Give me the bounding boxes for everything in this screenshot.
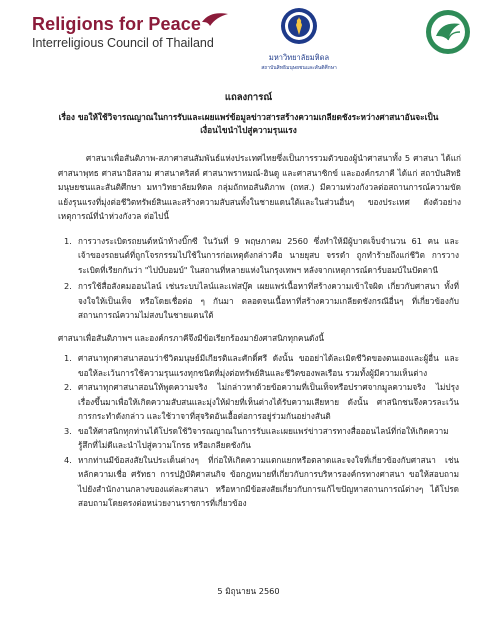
item-text: หากท่านมีข้อสงสัยในประเด็นต่างๆ ที่ก่อให้เกิดความแตกแยกหรือตลาดและจงใจที่เกี่ยวข้องกับศาสนา เช่น หลักความเชื่อ ศรัทธา การปฏิบัติศาสนกิจ ข้อกฎหมายที่เกี่ยวกับการบริหารองค์กรทางศาสนา ขอให้สอบถามไปยังสำนักงานกลางของแต่ละศาสนา หรือหากมีข้อสงสัยเกี่ยวกับการแก้ไขปัญหาสถานการณ์ต่างๆ ได้โปรดสอบถามโดยตรงต่อหน่วยงานราชการที่เกี่ยวข้อง xyxy=(78,454,459,508)
subject-line: เรื่อง ขอให้ใช้วิจารณญาณในการรับและเผยแพร่ข้อมูลข่าวสารสร้างความเกลียดชังระหว่างศาสนาอันจะเป็น xyxy=(58,112,439,122)
item-number: 4. xyxy=(64,454,72,465)
rfp-title: Religions for Peace xyxy=(32,14,201,34)
letterhead xyxy=(0,0,497,86)
statement-body xyxy=(0,86,497,511)
mahidol-seal-icon xyxy=(279,6,319,46)
item-number: 2. xyxy=(64,382,72,392)
item-number: 2. xyxy=(64,281,72,291)
mahidol-name: มหาวิทยาลัยมหิดล xyxy=(268,53,330,62)
request-item xyxy=(64,424,459,453)
request-list xyxy=(64,351,459,511)
item-number: 1. xyxy=(64,235,72,246)
peace-institute-emblem-icon xyxy=(424,8,472,56)
item-text: ขอให้ศาสนิกทุกท่านได้โปรดใช้วิจารณญาณในการรับและเผยแพร่ข่าวสารทางสื่อออนไลน์ที่ก่อให้เกิดความรู้สึกที่ไม่ดีและนำไปสู่ความโกรธ หรือเกลียดชังกัน xyxy=(78,425,449,450)
intro-paragraph: ศาสนาเพื่อสันติภาพ-สภาศาสนสัมพันธ์แห่งประเทศไทยซึ่งเป็นการรวมตัวของผู้นำศาสนาทั้ง 5 ศาสนา ได้แก่ ศาสนาพุทธ ศาสนาอิสลาม ศาสนาคริสต์ ศาสนาพราหมณ์-ฮินดู และศาสนาซิกข์ และองค์กรภาคี ได้แก่ สถาบันสิทธิมนุษยชนและสันติศึกษา มหาวิทยาลัยมหิดล กลุ่มถักทอสันติภาพ (ถทส.) มีความห่วงกังวลต่อสถานการณ์ความขัดแย้งรุนแรงที่มุ่งต่อชีวิตทรัพย์สินและสร้างความสับสนทั้งในชายแดนใต้และในส่วนอื่นๆ ของประเทศ ดังตัวอย่างเหตุการณ์ที่นำห่วงกังวล ต่อไปนี้ xyxy=(58,153,461,221)
request-item xyxy=(64,380,459,424)
incident-item xyxy=(64,279,459,323)
mahidol-subtitle: สถาบันสิทธิมนุษยชนและสันติศึกษา xyxy=(261,65,337,71)
request-item xyxy=(64,351,459,380)
incident-list xyxy=(64,234,459,323)
statement-subject xyxy=(0,111,497,137)
statement-title: แถลงการณ์ xyxy=(224,92,273,103)
religions-for-peace-logo xyxy=(32,14,214,50)
item-text: การวางระเบิดรถยนต์หน้าห้างบิ๊กซี ในวันที่ 9 พฤษภาคม 2560 ซึ่งทำให้มีผู้บาดเจ็บจำนวน 61 คน และเจ้าของรถยนต์ที่ถูกโจรกรรมไปใช้ในการก่อเหตุดังกล่าวคือ นายยุสบ จรรดำ ถูกทำร้ายถึงแก่ชีวิต การวางระเบิดที่เรียกกันว่า "ไปป์บอมบ์" ในสถานที่หลายแห่งในกรุงเทพฯ หลังจากเหตุการณ์ดาร์บอมบ์ในปัตตานี xyxy=(78,235,459,275)
item-text: การใช้สื่อสังคมออนไลน์ เช่นระบบไลน์และเฟสบุ๊ค เผยแพร่เนื้อหาที่สร้างความเข้าใจผิด เกี่ยวกับศาสนา ทั้งที่จงใจให้เป็นเท็จ หรือโดยเชื่อต่อ ๆ กันมา ตลอดจนเนื้อหาที่สร้างความเกลียดชังกรณีอื่นๆ ที่เกี่ยวข้องกับสถานการณ์ความไม่สงบในชายแดนใต้ xyxy=(78,281,459,320)
item-number: 1. xyxy=(64,353,72,363)
item-text: ศาสนาทุกศาสนาสอนว่าชีวิตมนุษย์มีเกียรติและศักดิ์ศรี ดังนั้น ขออย่าได้ละเมิดชีวิตของตนเองและผู้อื่น และขอให้ละเว้นการใช้ความรุนแรงทุกชนิดที่มุ่งต่อทรัพย์สินและชีวิตของพลเรือน รวมทั้งผู้มีความเห็นต่าง xyxy=(78,353,459,378)
incident-item xyxy=(64,234,459,278)
request-item xyxy=(64,453,459,511)
mahidol-logo xyxy=(258,6,340,72)
item-number: 3. xyxy=(64,425,72,436)
subject-line: เงื่อนไขนำไปสู่ความรุนแรง xyxy=(200,125,297,135)
call-paragraph: ศาสนาเพื่อสันติภาพฯ และองค์กรภาคีจึงมีข้อเรียกร้องมายังศาสนิกทุกคนดังนี้ xyxy=(58,332,324,343)
item-text: ศาสนาทุกศาสนาสอนให้พูดความจริง ไม่กล่าวหาด้วยข้อความที่เป็นเท็จหรือปราศจากมูลความจริง ไม่ปรุงเรื่องขึ้นมาเพื่อให้เกิดความสับสนและมุ่งให้ฝ่ายที่เห็นต่างได้รับความเสียหาย ดังนั้น ศาสนิกชนจึงควรละเว้นการกระทำดังกล่าว และใช้วาจาที่สุจริตอันเอื้อต่อการอยู่ร่วมกันอย่างสันติ xyxy=(78,382,459,421)
dove-icon xyxy=(200,10,230,28)
statement-date: 5 มิถุนายน 2560 xyxy=(217,586,280,596)
rfp-subtitle: Interreligious Council of Thailand xyxy=(32,36,214,50)
